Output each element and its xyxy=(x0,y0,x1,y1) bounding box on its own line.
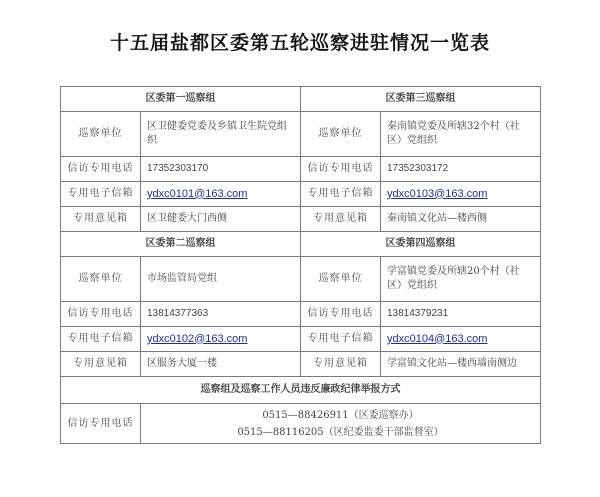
table-row xyxy=(61,112,541,157)
report-phone-line-2: 0515—88116205（区纪委监委干部监督室） xyxy=(237,426,444,438)
report-phone-label: 信访专用电话 xyxy=(61,404,141,444)
inspection-table xyxy=(60,86,541,444)
table-row xyxy=(61,157,541,182)
group-2-email-link[interactable]: ydxc0102@163.com xyxy=(147,332,248,345)
inspection-unit-label: 巡察单位 xyxy=(61,112,141,157)
page-title: 十五届盐都区委第五轮巡察进驻情况一览表 xyxy=(109,32,490,54)
email-label: 专用电子信箱 xyxy=(301,182,381,207)
group-1-email-link[interactable]: ydxc0101@163.com xyxy=(147,187,248,200)
letter-phone-label: 信访专用电话 xyxy=(301,302,381,327)
letter-phone-label: 信访专用电话 xyxy=(61,302,141,327)
group-2-header: 区委第二巡察组 xyxy=(61,232,301,257)
group-1-header: 区委第一巡察组 xyxy=(61,87,301,112)
group-1-unit: 区卫健委党委及乡镇卫生院党组织 xyxy=(141,112,301,157)
table-row xyxy=(61,207,541,232)
table-row xyxy=(61,87,541,112)
email-label: 专用电子信箱 xyxy=(301,327,381,352)
report-header: 巡察组及巡察工作人员违反廉政纪律举报方式 xyxy=(61,377,541,404)
inspection-unit-label: 巡察单位 xyxy=(301,257,381,302)
table-row xyxy=(61,182,541,207)
group-3-box: 秦南镇文化站—楼西侧 xyxy=(381,207,541,232)
group-1-phone: 17352303170 xyxy=(141,157,301,182)
group-3-phone: 17352303172 xyxy=(381,157,541,182)
group-2-unit: 市场监管局党组 xyxy=(141,257,301,302)
group-3-email-link[interactable]: ydxc0103@163.com xyxy=(387,187,488,200)
table-row xyxy=(61,232,541,257)
table-row xyxy=(61,327,541,352)
opinion-box-label: 专用意见箱 xyxy=(301,207,381,232)
inspection-unit-label: 巡察单位 xyxy=(301,112,381,157)
email-label: 专用电子信箱 xyxy=(61,327,141,352)
opinion-box-label: 专用意见箱 xyxy=(61,352,141,377)
letter-phone-label: 信访专用电话 xyxy=(61,157,141,182)
table-row xyxy=(61,302,541,327)
group-1-box: 区卫健委大门西侧 xyxy=(141,207,301,232)
report-phone-line-1: 0515—88426911（区委巡察办） xyxy=(262,409,419,421)
group-2-phone: 13814377363 xyxy=(141,302,301,327)
group-4-header: 区委第四巡察组 xyxy=(301,232,541,257)
group-4-box: 学富镇文化站—楼西墙南侧边 xyxy=(381,352,541,377)
group-4-email-link[interactable]: ydxc0104@163.com xyxy=(387,332,488,345)
group-2-box: 区服务大厦一楼 xyxy=(141,352,301,377)
email-label: 专用电子信箱 xyxy=(61,182,141,207)
table-row xyxy=(61,257,541,302)
table-row xyxy=(61,377,541,404)
group-4-phone: 13814379231 xyxy=(381,302,541,327)
group-4-unit: 学富镇党委及所辖20个村（社区）党组织 xyxy=(381,257,541,302)
letter-phone-label: 信访专用电话 xyxy=(301,157,381,182)
table-row xyxy=(61,352,541,377)
opinion-box-label: 专用意见箱 xyxy=(61,207,141,232)
table-row xyxy=(61,404,541,444)
group-3-unit: 秦南镇党委及所辖32个村（社区）党组织 xyxy=(381,112,541,157)
inspection-unit-label: 巡察单位 xyxy=(61,257,141,302)
group-3-header: 区委第三巡察组 xyxy=(301,87,541,112)
opinion-box-label: 专用意见箱 xyxy=(301,352,381,377)
